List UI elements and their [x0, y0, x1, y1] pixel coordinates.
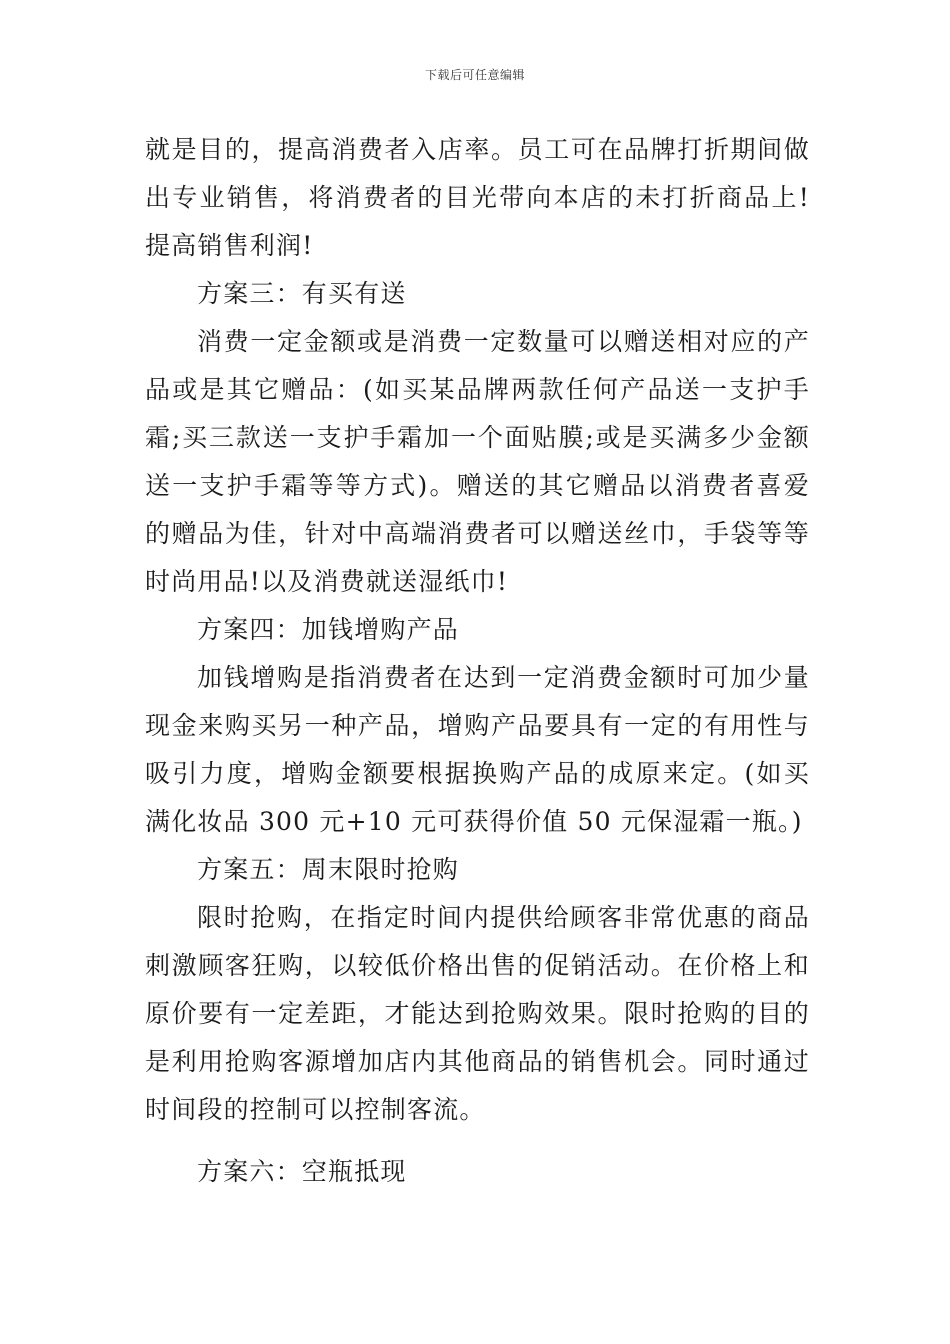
- section-heading-plan-six: 方案六：空瓶抵现: [197, 1157, 407, 1186]
- section-heading-plan-five: 方案五：周末限时抢购: [197, 855, 460, 884]
- section-heading-plan-three: 方案三：有买有送: [197, 279, 407, 308]
- paragraph-plan-three: 消费一定金额或是消费一定数量可以赠送相对应的产品或是其它赠品：(如买某品牌两款任何产品送一支护手霜;买三款送一支护手霜加一个面贴膜;或是买满多少金额送一支护手霜等等方式)。赠送的其它赠品以消费者喜爱的赠品为佳，针对中高端消费者可以赠送丝巾，手袋等等时尚用品!以及消费就送湿纸巾!: [145, 327, 810, 596]
- page-header-note: 下载后可任意编辑: [424, 68, 525, 82]
- document-body: [145, 126, 810, 1196]
- paragraph-plan-five: 限时抢购，在指定时间内提供给顾客非常优惠的商品刺激顾客狂购，以较低价格出售的促销活动。在价格上和原价要有一定差距，才能达到抢购效果。限时抢购的目的是利用抢购客源增加店内其他商品的销售机会。同时通过时间段的控制可以控制客流。: [145, 903, 810, 1124]
- paragraph-plan-four: 加钱增购是指消费者在达到一定消费金额时可加少量现金来购买另一种产品，增购产品要具有一定的有用性与吸引力度，增购金额要根据换购产品的成原来定。(如买满化妆品 300 元+10 元可获得价值 50 元保湿霜一瓶。): [145, 663, 810, 836]
- section-heading-plan-four: 方案四：加钱增购产品: [197, 615, 460, 644]
- paragraph-continuation: 就是目的，提高消费者入店率。员工可在品牌打折期间做出专业销售，将消费者的目光带向本店的未打折商品上!提高销售利润!: [145, 135, 810, 260]
